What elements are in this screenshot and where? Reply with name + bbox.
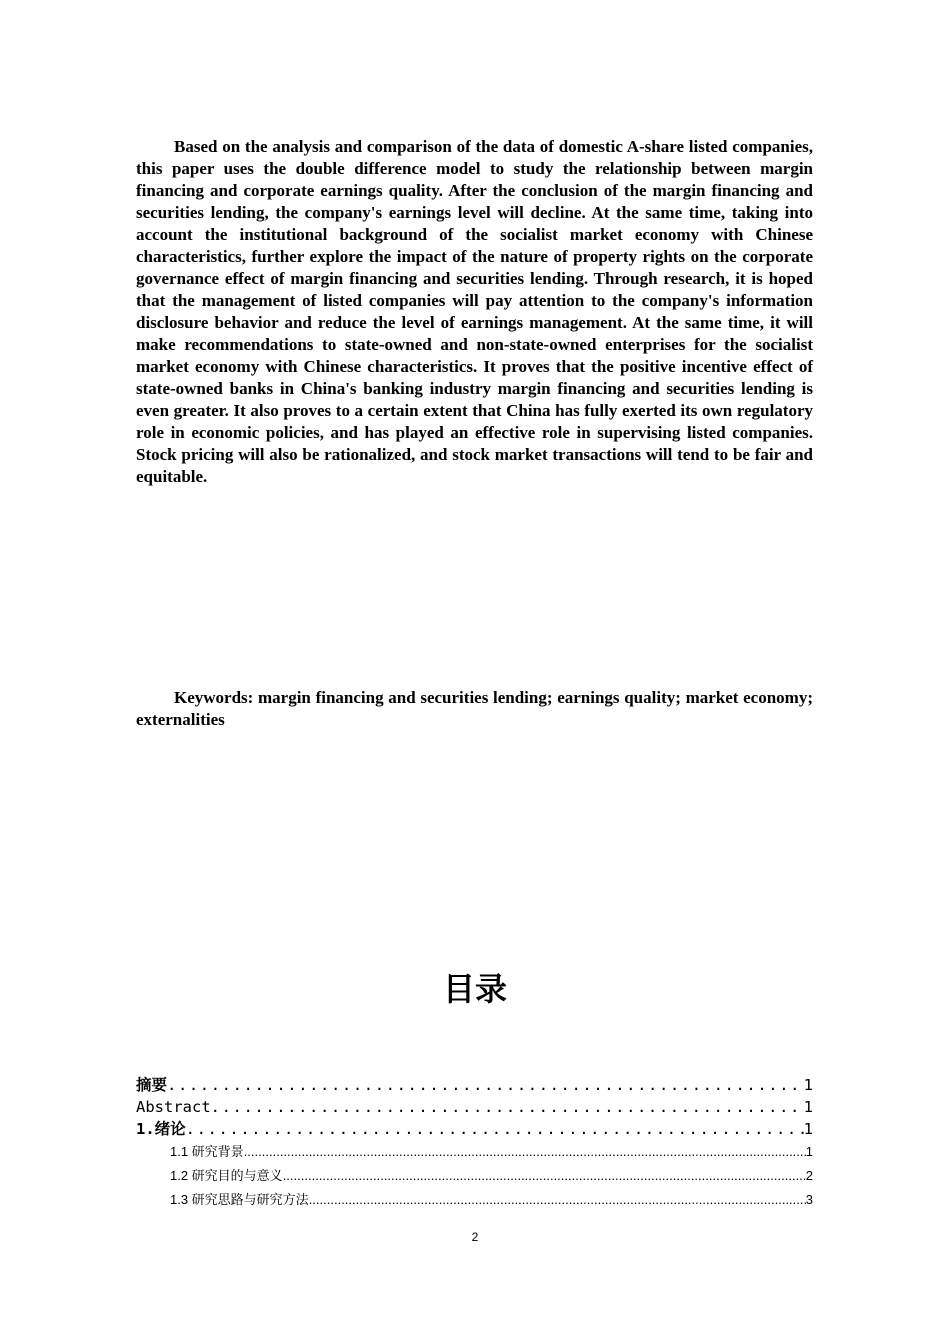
toc-dot-leader [244,1140,806,1164]
toc-entry-label: 1.1 研究背景 [170,1144,244,1159]
toc-entry-label: Abstract [136,1098,211,1116]
toc-title: 目录 [442,970,507,1008]
toc-dot-leader [211,1096,804,1118]
toc-entry-section-1-2[interactable] [136,1164,813,1188]
toc-entry-page: 1 [805,1144,813,1159]
toc-dot-leader [283,1164,806,1188]
toc-entry-page: 3 [805,1192,813,1207]
table-of-contents [136,1074,813,1212]
toc-entry-section-1-3[interactable] [136,1188,813,1212]
toc-entry-abstract-en[interactable] [136,1096,813,1118]
keywords-paragraph: Keywords: margin financing and securities lending; earnings quality; market economy; externalities [136,688,813,729]
toc-entry-page: 1 [803,1076,813,1094]
toc-dot-leader [167,1074,804,1096]
toc-dot-leader [309,1188,806,1212]
toc-entry-label: 1.2 研究目的与意义 [170,1168,283,1183]
toc-entry-page: 1 [803,1120,813,1138]
abstract-paragraph: Based on the analysis and comparison of the data of domestic A-share listed companies, this paper uses the double difference model to study the relationship between margin financing and corporate earnings quality. After the conclusion of the margin financing and securities lending, the company's earnings level will decline. At the same time, taking into account the institutional background of the socialist market economy with Chinese characteristics, further explore the impact of the nature of property rights on the corporate governance effect of margin financing and securities lending. Through research, it is hoped that the management of listed companies will pay attention to the company's information disclosure behavior and reduce the level of earnings management. At the same time, it will make recommendations to state-owned and non-state-owned enterprises for the socialist market economy with Chinese characteristics. It proves that the positive incentive effect of state-owned banks in China's banking industry margin financing and securities lending is even greater. It also proves to a certain extent that China has fully exerted its own regulatory role in economic policies, and has played an effective role in supervising listed companies. Stock pricing will also be rationalized, and stock market transactions will tend to be fair and equitable. [136,137,813,486]
toc-entry-abstract-cn[interactable] [136,1074,813,1096]
page-number: 2 [471,1230,479,1244]
toc-entry-label: 1.3 研究思路与研究方法 [170,1192,309,1207]
toc-entry-label: 1.绪论 [136,1120,186,1138]
toc-dot-leader [186,1118,804,1140]
toc-entry-page: 2 [805,1168,813,1183]
toc-entry-page: 1 [803,1098,813,1116]
toc-entry-label: 摘要 [136,1076,168,1094]
toc-entry-section-1-1[interactable] [136,1140,813,1164]
toc-entry-chapter-1[interactable] [136,1118,813,1140]
